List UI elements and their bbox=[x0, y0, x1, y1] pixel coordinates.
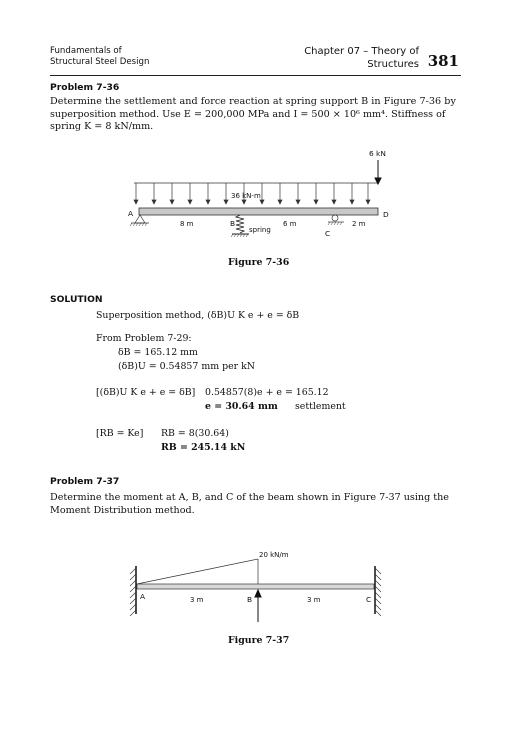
equation-1-line2: e = 30.64 mm bbox=[205, 401, 278, 412]
page-number: 381 bbox=[427, 52, 459, 70]
point-b-label: B bbox=[230, 219, 236, 228]
chapter-title-line2: Structures bbox=[367, 59, 419, 70]
point-c-label: C bbox=[366, 595, 372, 604]
problem-37-statement-line1: Determine the moment at A, B, and C of the beam shown in Figure 7-37 using the bbox=[50, 492, 449, 503]
point-b-label: B bbox=[247, 595, 253, 604]
spring-label: spring bbox=[249, 226, 271, 234]
point-a-label: A bbox=[128, 209, 134, 218]
reaction-arrow-b bbox=[255, 590, 261, 622]
beam bbox=[137, 584, 374, 589]
triangular-load-label: 20 kN/m bbox=[259, 551, 289, 559]
equation-1-line1: 0.54857(8)e + e = 165.12 bbox=[205, 387, 329, 398]
problem-36-heading: Problem 7-36 bbox=[50, 82, 120, 93]
problem-36-statement-line2: superposition method. Use E = 200,000 MPa and I = 500 × 10⁶ mm⁴. Stiffness of bbox=[50, 108, 446, 120]
from-problem-line: From Problem 7-29: bbox=[96, 333, 192, 344]
figure-7-36-caption: Figure 7-36 bbox=[228, 257, 290, 268]
point-load-label: 6 kN bbox=[369, 149, 386, 158]
equation-2-line1: RB = 8(30.64) bbox=[161, 428, 229, 439]
equation-2-line2: RB = 245.14 kN bbox=[161, 442, 246, 453]
problem-36-statement-line3: spring K = 8 kN/mm. bbox=[50, 121, 154, 132]
moment-label: 36 kN-m bbox=[231, 192, 261, 200]
span-ab-label: 3 m bbox=[190, 596, 204, 604]
problem-37-heading: Problem 7-37 bbox=[50, 476, 120, 487]
point-c-label: C bbox=[325, 229, 331, 238]
span-bc-label: 3 m bbox=[307, 596, 321, 604]
point-a-label: A bbox=[140, 592, 146, 601]
problem-36-statement-line1: Determine the settlement and force reaction at spring support B in Figure 7-36 by bbox=[50, 96, 456, 107]
delta-bu-line: (δB)U = 0.54857 mm per kN bbox=[118, 361, 255, 372]
equation-1-label: [(δB)U K e + e = δB] bbox=[96, 387, 196, 398]
fixed-support-c bbox=[375, 566, 381, 616]
book-title-line1: Fundamentals of bbox=[50, 46, 122, 56]
book-title-line2: Structural Steel Design bbox=[50, 57, 150, 67]
chapter-title-line1: Chapter 07 – Theory of bbox=[304, 46, 419, 57]
solution-heading: SOLUTION bbox=[50, 294, 103, 305]
point-d-label: D bbox=[383, 210, 389, 219]
method-line: Superposition method, (δB)U K e + e = δB bbox=[96, 310, 300, 321]
triangular-load bbox=[137, 559, 258, 584]
figure-7-37-caption: Figure 7-37 bbox=[228, 635, 290, 646]
settlement-note: settlement bbox=[295, 401, 346, 412]
fixed-support-a bbox=[130, 566, 136, 616]
span-bc-label: 6 m bbox=[283, 220, 297, 228]
span-cd-label: 2 m bbox=[352, 220, 366, 228]
equation-2-label: [RB = Ke] bbox=[96, 428, 144, 439]
delta-b-line: δB = 165.12 mm bbox=[118, 347, 198, 358]
span-ab-label: 8 m bbox=[180, 220, 194, 228]
problem-37-statement-line2: Moment Distribution method. bbox=[50, 504, 195, 516]
